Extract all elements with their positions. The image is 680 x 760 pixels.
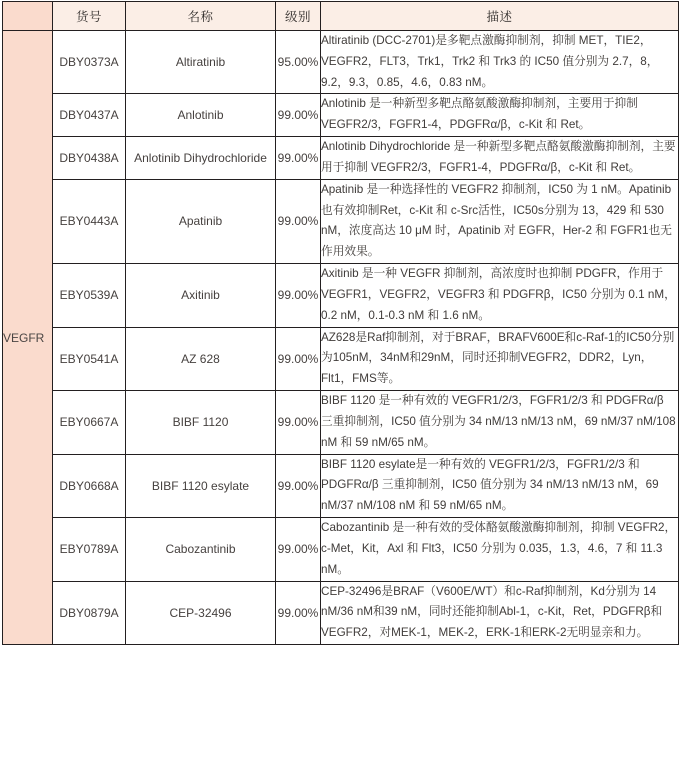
column-header-group [3, 2, 53, 31]
product-name-cell: BIBF 1120 esylate [126, 454, 276, 517]
description-cell: BIBF 1120 是一种有效的 VEGFR1/2/3，FGFR1/2/3 和 PDGFRα/β 三重抑制剂，IC50 值分别为 34 nM/13 nM/13 nM，69 nM/37 nM/108 nM 和 59 nM/65 nM。 [321, 391, 679, 454]
description-cell: AZ628是Raf抑制剂，对于BRAF，BRAFV600E和c-Raf-1的IC50分别为105nM，34nM和29nM，同时还抑制VEGFR2，DDR2，Lyn，Flt1，FMS等。 [321, 327, 679, 390]
table-header [3, 2, 679, 31]
product-name-cell: Apatinib [126, 179, 276, 263]
table-row [3, 31, 679, 94]
grade-cell: 95.00% [276, 31, 321, 94]
catalog-number-cell: EBY0667A [53, 391, 126, 454]
product-table [2, 1, 679, 645]
description-cell: Anlotinib 是一种新型多靶点酪氨酸激酶抑制剂，主要用于抑制 VEGFR2/3，FGFR1-4，PDGFRα/β，c-Kit 和 Ret。 [321, 94, 679, 137]
table-header-row [3, 2, 679, 31]
catalog-number-cell: EBY0789A [53, 518, 126, 581]
catalog-number-cell: EBY0443A [53, 179, 126, 263]
table-row [3, 454, 679, 517]
column-header-name: 名称 [126, 2, 276, 31]
grade-cell: 99.00% [276, 391, 321, 454]
column-header-grade: 级别 [276, 2, 321, 31]
group-label-cell: VEGFR [3, 31, 53, 645]
table-row [3, 94, 679, 137]
table-row [3, 327, 679, 390]
grade-cell: 99.00% [276, 137, 321, 180]
product-name-cell: Anlotinib Dihydrochloride [126, 137, 276, 180]
catalog-number-cell: DBY0668A [53, 454, 126, 517]
table-row [3, 137, 679, 180]
catalog-number-cell: DBY0437A [53, 94, 126, 137]
product-name-cell: CEP-32496 [126, 581, 276, 644]
product-name-cell: Altiratinib [126, 31, 276, 94]
grade-cell: 99.00% [276, 581, 321, 644]
table-row [3, 179, 679, 263]
grade-cell: 99.00% [276, 179, 321, 263]
description-cell: Axitinib 是一种 VEGFR 抑制剂，高浓度时也抑制 PDGFR，作用于 VEGFR1，VEGFR2，VEGFR3 和 PDGFRβ，IC50 分别为 0.1 nM，0.2 nM，0.1-0.3 nM 和 1.6 nM。 [321, 264, 679, 327]
description-cell: Anlotinib Dihydrochloride 是一种新型多靶点酪氨酸激酶抑制剂，主要用于抑制 VEGFR2/3，FGFR1-4，PDGFRα/β，c-Kit 和 Ret。 [321, 137, 679, 180]
description-cell: CEP-32496是BRAF（V600E/WT）和c-Raf抑制剂，Kd分别为 14 nM/36 nM和39 nM，同时还能抑制Abl-1，c-Kit，Ret，PDGFRβ和VEGFR2，对MEK-1，MEK-2，ERK-1和ERK-2无明显亲和力。 [321, 581, 679, 644]
catalog-number-cell: DBY0373A [53, 31, 126, 94]
product-name-cell: Cabozantinib [126, 518, 276, 581]
catalog-number-cell: DBY0438A [53, 137, 126, 180]
description-cell: Cabozantinib 是一种有效的受体酪氨酸激酶抑制剂，抑制 VEGFR2，c-Met，Kit，Axl 和 Flt3，IC50 分别为 0.035，1.3，4.6，7 和 11.3 nM。 [321, 518, 679, 581]
grade-cell: 99.00% [276, 94, 321, 137]
column-header-catalog: 货号 [53, 2, 126, 31]
table-row [3, 264, 679, 327]
product-name-cell: Anlotinib [126, 94, 276, 137]
table-body [3, 31, 679, 645]
description-cell: Altiratinib (DCC-2701)是多靶点激酶抑制剂，抑制 MET，TIE2，VEGFR2，FLT3，Trk1，Trk2 和 Trk3 的 IC50 值分别为 2.7，8，9.2，9.3，0.85，4.6，0.83 nM。 [321, 31, 679, 94]
product-name-cell: BIBF 1120 [126, 391, 276, 454]
grade-cell: 99.00% [276, 327, 321, 390]
product-name-cell: AZ 628 [126, 327, 276, 390]
table-row [3, 518, 679, 581]
catalog-number-cell: EBY0539A [53, 264, 126, 327]
table-row [3, 581, 679, 644]
grade-cell: 99.00% [276, 454, 321, 517]
grade-cell: 99.00% [276, 264, 321, 327]
description-cell: Apatinib 是一种选择性的 VEGFR2 抑制剂，IC50 为 1 nM。Apatinib也有效抑制Ret，c-Kit 和 c-Src活性，IC50s分别为 13，429 和 530 nM，浓度高达 10 μM 时，Apatinib 对 EGFR，Her-2 和 FGFR1也无作用效果。 [321, 179, 679, 263]
grade-cell: 99.00% [276, 518, 321, 581]
product-name-cell: Axitinib [126, 264, 276, 327]
catalog-number-cell: EBY0541A [53, 327, 126, 390]
description-cell: BIBF 1120 esylate是一种有效的 VEGFR1/2/3，FGFR1/2/3 和 PDGFRα/β 三重抑制剂，IC50 值分别为 34 nM/13 nM/13 nM，69 nM/37 nM/108 nM 和 59 nM/65 nM。 [321, 454, 679, 517]
catalog-number-cell: DBY0879A [53, 581, 126, 644]
table-row [3, 391, 679, 454]
column-header-description: 描述 [321, 2, 679, 31]
